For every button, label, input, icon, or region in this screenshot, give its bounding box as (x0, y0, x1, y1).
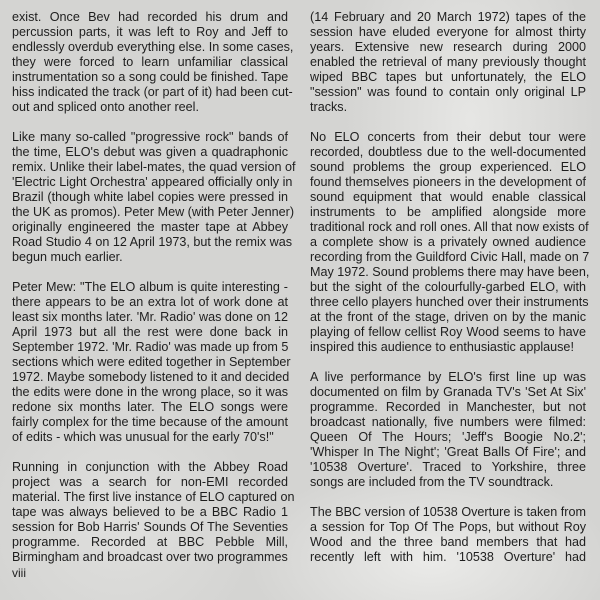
text-line: tape was always believed to be a BBC Radio 1 (12, 505, 288, 519)
text-line: the UK as promos). Peter Mew (with Peter Jenner) (12, 205, 295, 219)
text-line: (14 February and 20 March 1972) tapes of the (310, 10, 586, 24)
text-line: Running in conjunction with the Abbey Road (12, 460, 288, 474)
text-line: broadcast nationally, five numbers were filmed: (310, 415, 586, 429)
paragraph (310, 505, 586, 565)
text-line: sections which were edited together in September (12, 355, 291, 369)
text-line: but the sight of the colourfully-garbed ELO, with (310, 280, 586, 294)
text-line: Road Studio 4 on 12 April 1973, but the remix was (12, 235, 293, 249)
text-line: May 1972. Sound problems there may have been, (310, 265, 590, 279)
text-line: A live performance by ELO's first line up was (310, 370, 586, 384)
text-line: programme. Recorded in Manchester, but not (310, 400, 586, 414)
text-line: documented on film by Granada TV's 'Set At Six' (310, 385, 586, 399)
text-line: April 1973 but all the rest were done back in (12, 325, 288, 339)
text-line: playing of fellow cellist Roy Wood seems to have (310, 325, 586, 339)
text-line: Like many so-called "progressive rock" bands of (12, 130, 288, 144)
paragraph (12, 460, 295, 565)
text-line: 1972. Maybe somebody listened to it and decided (12, 370, 290, 384)
text-line: "session" was found to contain only original LP (310, 85, 586, 99)
text-line: songs are included from the TV soundtrack. (310, 475, 554, 489)
text-line: instruments to be amplified alongside more (310, 205, 586, 219)
text-line: September 1972. 'Mr. Radio' was made up from 5 (12, 340, 289, 354)
text-line: Wood and the three band members that had (310, 535, 586, 549)
text-line: a complete show is a privately owned audience (310, 235, 586, 249)
text-line: Birmingham and broadcast over two programmes (12, 550, 288, 564)
text-line: fairly complex for the time because of the amount (12, 415, 288, 429)
text-line: found themselves pioneers in the development of (310, 175, 586, 189)
text-line: recently left with him. '10538 Overture' had (310, 550, 586, 564)
text-line: recorded, doubtless due to the well-documented (310, 145, 586, 159)
text-line: traditional rock and roll ones. All that now exists of (310, 220, 589, 234)
text-line: three cello players hunched over their instruments (310, 295, 589, 309)
text-line: out and spliced onto another reel. (12, 100, 199, 114)
paragraph (12, 10, 294, 115)
text-line: endlessly overdub everything else. In some cases, (12, 40, 294, 54)
text-line: at the front of the stage, driven on by the manic (310, 310, 586, 324)
text-line: No ELO concerts from their debut tour were (310, 130, 586, 144)
text-line: years. Extensive new research during 2000 (310, 40, 586, 54)
text-line: project was a search for non-EMI recorded (12, 475, 288, 489)
text-line: of edits - which was unusual for the early 70's!" (12, 430, 274, 444)
text-line: hiss indicated the track (or part of it) had been cut- (12, 85, 293, 99)
text-line: the time, ELO's debut was given a quadraphonic (12, 145, 288, 159)
text-line: 'Whisper In The Night'; 'Great Balls Of Fire'; and (310, 445, 586, 459)
text-line: recording from the Guildford Civic Hall, made on 7 (310, 250, 590, 264)
text-line: 'Electric Light Orchestra' appeared officially only in (12, 175, 293, 189)
paragraph (12, 280, 291, 445)
text-line: sound problems the group experienced. ELO (310, 160, 586, 174)
text-line: originally engineered the master tape at Abbey (12, 220, 288, 234)
text-line: begun much earlier. (12, 250, 123, 264)
text-line: the edits were done in the wrong place, so it was (12, 385, 288, 399)
text-line: programme. Recorded at BBC Pebble Mill, (12, 535, 288, 549)
right-column (310, 10, 590, 580)
text-line: there appears to be an extra lot of work done at (12, 295, 288, 309)
text-line: The BBC version of 10538 Overture is taken from (310, 505, 586, 519)
text-line: Brazil (though white label copies were pressed in (12, 190, 288, 204)
text-line: material. The first live instance of ELO captured on (12, 490, 295, 504)
text-line: Peter Mew: "The ELO album is quite interesting - (12, 280, 288, 294)
text-line: remix. Unlike their label-mates, the quad version of (12, 160, 296, 174)
left-column (12, 10, 296, 580)
text-line: exist. Once Bev had recorded his drum and (12, 10, 288, 24)
text-line: sound equipment that would enable classical (310, 190, 586, 204)
page-number: viii (12, 566, 26, 580)
text-line: session have eluded everyone for almost thirty (310, 25, 586, 39)
text-line: a session for Top Of The Pops, but without Roy (310, 520, 586, 534)
paragraph (12, 130, 296, 265)
text-line: percussion parts, it was left to Roy and Jeff to (12, 25, 288, 39)
text-line: instrumentation so a song could be finished. Tape (12, 70, 289, 84)
text-line: enabled the retrieval of many previously thought (310, 55, 586, 69)
text-line: '10538 Overture'. Traced to Yorkshire, three (310, 460, 586, 474)
text-line: least six months later. 'Mr. Radio' was done on 12 (12, 310, 288, 324)
text-line: Queen Of The Hours; 'Jeff's Boogie No.2'; (310, 430, 586, 444)
paragraph (310, 10, 586, 115)
text-line: they were forced to learn unfamiliar classical (12, 55, 288, 69)
paragraph (310, 370, 586, 490)
text-line: inspired this audience to enthusiastic applause! (310, 340, 574, 354)
text-line: tracks. (310, 100, 348, 114)
text-line: redone six months later. The ELO songs were (12, 400, 288, 414)
paragraph (310, 130, 590, 355)
text-line: session for Bob Harris' Sounds Of The Seventies (12, 520, 288, 534)
text-line: wiped BBC tapes but unfortunately, the ELO (310, 70, 586, 84)
